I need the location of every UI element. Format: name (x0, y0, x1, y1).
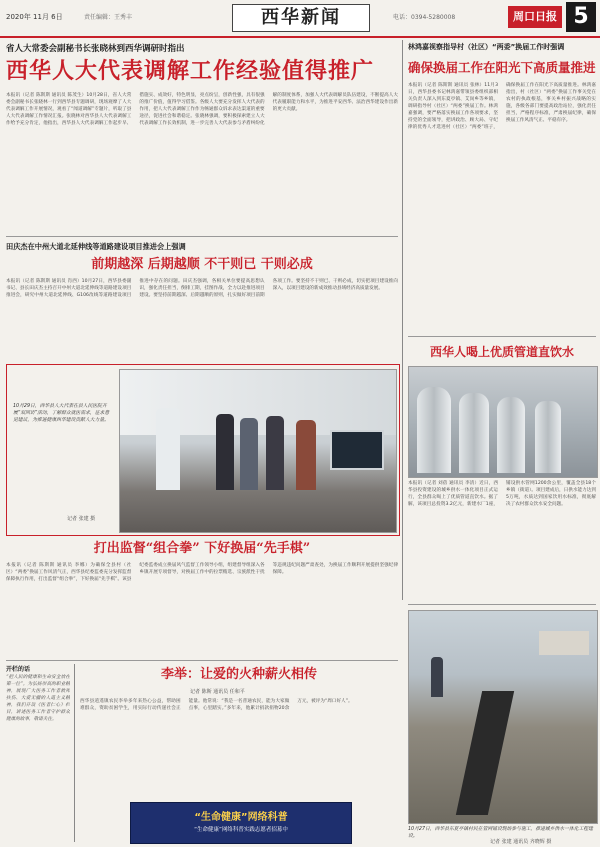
editor-right: 电话：0394-5280008 (393, 14, 456, 21)
right-kicker: 林鸿嘉视察指导村（社区）“两委”换届工作时强调 (408, 43, 565, 51)
feature-photo-caption: 10月29日，西华县人大代表在县人民医院开展“双回访”活动，了解群众就医需求，征求意见建议，为推进健康西华建设贡献人大力量。 (13, 404, 110, 423)
promo-banner[interactable] (130, 802, 352, 844)
photo-tank (417, 387, 451, 473)
photo-person (216, 414, 234, 490)
pipeline-caption: 10月27日，西华县东夏亭镇村民在管网铺设现场参与施工，推进城乡供水一体化工程建设。 (408, 827, 593, 839)
photo-tank (459, 393, 489, 473)
photo-monitor (330, 430, 384, 470)
photo-person (431, 657, 443, 697)
sidebar-body: “把人民的健康和生命安全放在第一位”。为弘扬崇高的职业精神，展现广大医务工作者救死扶伤、大爱无疆的人道主义精神，我们开设《医者仁心》栏目，讲述医务工作者守护群众健康的故事，敬请关注。 (6, 675, 70, 722)
divider (408, 604, 596, 605)
right-headline: 确保换届工作在阳光下高质量推进 (408, 60, 596, 75)
photo-person (266, 416, 284, 490)
water-facility-photo (408, 366, 598, 478)
photo-tank (497, 397, 525, 473)
page-number: 5 (566, 2, 596, 32)
photo-building (539, 631, 589, 655)
lead-kicker: 省人大常委会副秘书长张晓林到西华调研时指出 (6, 44, 185, 54)
sidebar-kicker: 开栏的话 (6, 666, 31, 673)
divider (408, 336, 596, 337)
photo-person (296, 420, 316, 490)
water-body: 本报讯（记者 刘蓓 通讯员 李清）近日，西华县投资建设的城乡供水一体化项目正式运行，全县群众喝上了优质管道直饮水。据了解，该项目总投资3.2亿元，新建水厂1座，铺设供水管网1200余公里，覆盖全县18个乡镇（街道）。项目建成后，日供水能力达到5万吨，水质达到国家饮用水标准，彻底解决了农村群众饮水安全问题。 (408, 481, 596, 507)
right-body: 本报讯（记者 陈斯斯 通讯员 张林）11月3日，西华县委书记林鸿嘉带领县委组织部相关负责人深入到东夏亭镇、艾岗乡等乡镇，调研指导村（社区）“两委”换届工作。林鸿嘉强调，要严格落实换届工作各项要求，坚持党的全面领导，把讲政治、顾大局、守纪律的优秀人才选进村（社区）“两委”班子，确保换届工作在阳光下高质量推进。林鸿嘉指出，村（社区）“两委”换届工作事关党在农村的执政根基，事关乡村振兴战略的实施，各级各部门要提高政治站位，强化责任担当，严格程序标准，严肃换届纪律，确保换届工作风清气正、平稳有序。 (408, 83, 596, 130)
lead-body: 本报讯（记者 陈斯斯 通讯员 陈茂生）10月28日，省人大常委会副秘书长张晓林一行到西华县专题调研，现场观摩了人大代表调解工作开展情况，观看了“闻道调解”专题片，听取了县人大代表调解工作情况汇报。张晓林对西华县人大代表调解工作给予充分肯定，他指出，西华县人大代表调解工作起步早、措施实、成效好，特色明显，亮点纷呈，创新性强，具有很强的推广价值，值得学习借鉴。各级人大要充分发挥人大代表的作用，把人大代表调解工作作为畅通群众诉求表达渠道的重要途径，促进社会和谐稳定。张晓林强调，要积极探索建立人大代表调解工作长效机制，进一步完善人大代表参与矛盾纠纷化解的制度体系，加强人大代表调解员队伍建设，不断提高人大代表履职能力和水平，为推进平安西华、法治西华建设作出新的更大贡献。 (6, 93, 398, 126)
supervision-body: 本报讯（记者 陈斯斯 通讯员 李娜）为确保全县村（社区）“两委”换届工作风清气正，西华县纪委监委充分发挥监督保障执行作用，打出监督“组合拳”，下好换届“先手棋”。该县纪委监委成立换届风气监督工作领导小组，组建督导组深入各乡镇开展专项督导，对换届工作中的拉票贿选、宗族派性干扰等违规违纪问题严肃查处，为换届工作顺利开展提供坚强纪律保障。 (6, 563, 398, 582)
photo-pipe (456, 691, 514, 815)
column-divider (402, 40, 403, 600)
column-divider (74, 664, 75, 842)
liju-byline: 记者 陈斯 通讯员 任和平 (190, 689, 245, 695)
newspaper-logo: 周口日报 (508, 6, 562, 28)
mid-kicker: 田庆杰在中州大道北延伸线等道路建设项目推进会上强调 (6, 242, 186, 251)
supervision-headline: 打出监督“组合拳” 下好换届“先手棋” (93, 541, 311, 556)
issue-date: 2020年 11月 6日 (6, 13, 63, 21)
mid-headline: 前期越深 后期越顺 不干则已 干则必成 (91, 257, 313, 272)
feature-photo (119, 369, 397, 533)
mid-body: 本报讯（记者 陈斯斯 通讯员 肖西）10月27日，西华县委副书记、县长田庆杰主持召开中州大道北延伸线等道路建设项目推进会，研究中州大道北延伸线、G106改线等道路建设项目推进中存在的问题。田庆杰强调，各相关单位要提高思想认识，强化责任担当，倒排工期，挂图作战，全力以赴推进项目建设。要坚持前期越深、后期越顺的原则，扎实做好项目前期各项工作。要坚持不干则已、干则必成，切实把项目建设推向深入，以项目建设的新成效推动县域经济高质量发展。 (6, 279, 398, 298)
liju-headline: 李举：让爱的火种薪火相传 (160, 667, 317, 682)
water-headline: 西华人喝上优质管道直饮水 (429, 345, 574, 359)
page-header (0, 0, 600, 38)
lead-headline: 西华人大代表调解工作经验值得推广 (6, 58, 375, 84)
promo-title: “生命健康”网络科普 (194, 812, 288, 823)
section-title: 西华新闻 (232, 4, 370, 32)
pipeline-photo (408, 610, 598, 824)
photo-tank (535, 401, 561, 473)
liju-body: 西华县逍遥镇农民李举多年来热心公益，帮助困难群众，资助贫困学生，用实际行动传递社会正能量。他常说：“我是一名普通农民，能为大家做点事，心里踏实。”多年来，他累计捐款捐物20余万元，被评为“周口好人”。 (80, 699, 353, 711)
editor-left: 责任编辑：王秀丰 (84, 14, 133, 21)
divider (6, 236, 398, 237)
photo-person (156, 408, 180, 490)
feature-photo-credit: 记者 张建 摄 (67, 516, 96, 522)
photo-person (240, 418, 258, 490)
promo-subtitle: “生命健康”网络科普实践志愿者招募中 (194, 827, 288, 833)
pipeline-credit: 记者 张建 通讯员 齐晓辉 摄 (490, 839, 552, 845)
feature-photo-box (6, 364, 400, 536)
divider (6, 660, 398, 661)
